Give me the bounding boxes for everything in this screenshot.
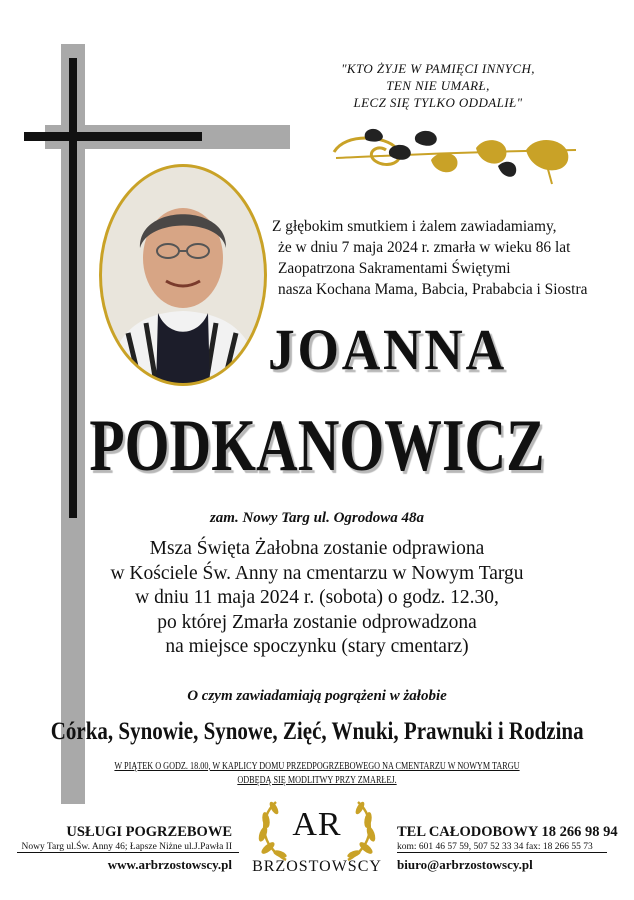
ivy-ornament-icon [326,122,582,192]
logo-initials: AR [292,806,342,843]
quote-line: "KTO ŻYJE W PAMIĘCI INNYCH, [341,61,535,76]
announcement-line: nasza Kochana Mama, Babcia, Prababcia i Siostra [278,281,588,298]
chapel-line: W PIĄTEK O GODZ. 18.00, W KAPLICY DOMU PRZEDPOGRZEBOWEGO NA CMENTARZU W NOWYM TARGU [114,761,520,772]
services-title: USŁUGI POGRZEBOWE [66,824,232,840]
address: zam. Nowy Targ ul. Ogrodowa 48a [209,510,425,526]
company-logo [246,796,388,880]
first-name: JOANNA [268,317,507,382]
mass-line: Msza Święta Żałobna zostanie odprawiona [149,538,485,559]
divider [397,852,607,853]
announcement-line: Zaopatrzona Sakramentami Świętymi [278,260,511,277]
quote-line: LECZ SIĘ TYLKO ODDALIŁ" [353,95,523,110]
mass-line: na miejsce spoczynku (stary cmentarz) [165,636,469,657]
cross-bar [24,132,202,141]
chapel-note [0,760,634,788]
email-link[interactable]: biuro@arbrzostowscy.pl [397,857,533,872]
divider [17,852,239,853]
funeral-services-info [0,824,232,853]
last-name: PODKANOWICZ [89,405,545,487]
logo-name: BRZOSTOWSCY [252,858,382,875]
phone-numbers: kom: 601 46 57 59, 507 52 33 34 fax: 18 266 55 73 [397,842,593,852]
mass-line: w Kościele Św. Anny na cmentarzu w Nowym Targu [110,562,524,584]
chapel-line: ODBĘDĄ SIĘ MODLITWY PRZY ZMARŁEJ. [237,775,397,786]
portrait-photo [98,163,268,388]
mourners-label: O czym zawiadamiają pogrążeni w żałobie [187,688,447,704]
announcement-line: że w dniu 7 maja 2024 r. zmarła w wieku 86 lat [278,239,571,256]
announcement-line: Z głębokim smutkiem i żalem zawiadamiamy, [272,218,557,235]
mass-line: w dniu 11 maja 2024 r. (sobota) o godz. 12.30, [135,587,499,608]
quote-line: TEN NIE UMARŁ, [386,78,490,93]
phone-title: TEL CAŁODOBOWY 18 266 98 94 [397,824,618,840]
services-address: Nowy Targ ul.Św. Anny 46; Łapsze Niżne ul.J.Pawła II [21,842,232,852]
memorial-quote [300,60,576,111]
death-announcement [272,216,602,300]
website-link[interactable]: www.arbrzostowscy.pl [107,857,232,872]
funeral-mass-info [0,537,634,660]
contact-info [397,824,618,853]
family-list: Córka, Synowie, Synowe, Zięć, Wnuki, Prawnuki i Rodzina [50,718,584,745]
mass-line: po której Zmarła zostanie odprowadzona [157,611,477,633]
